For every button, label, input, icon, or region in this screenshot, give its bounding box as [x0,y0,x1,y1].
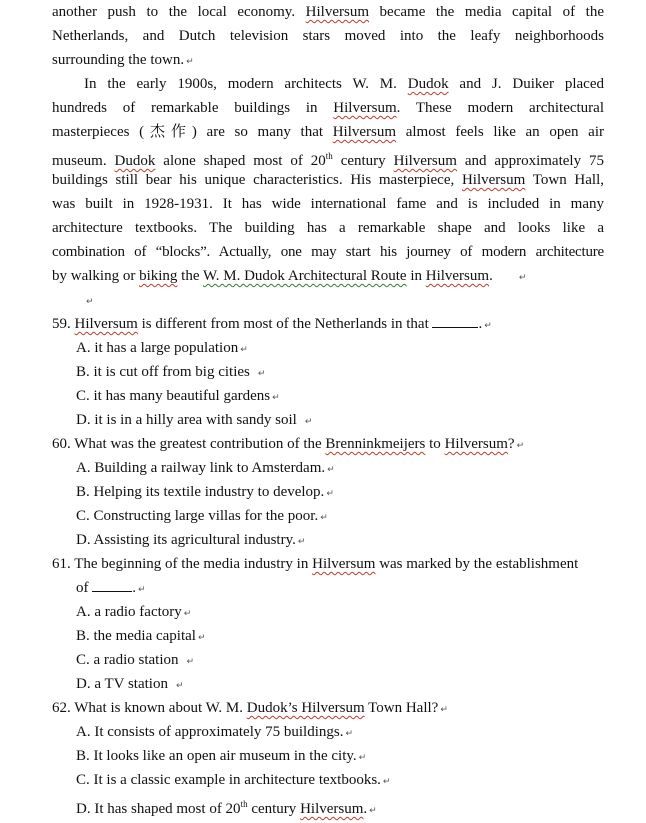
option-60-d: D. Assisting its agricultural industry. ↵ [76,532,306,548]
question-61-continuation: of . ↵ [76,576,604,600]
answer-blank [432,313,478,328]
option-59-a: A. it has a large population ↵ [76,340,248,356]
passage-line: by walking or biking the W. M. Dudok Architectural Route in Hilversum. ↵ [52,268,527,284]
passage-line: surrounding the town. ↵ [52,52,194,68]
option-60-a: A. Building a railway link to Amsterdam. ↵ [76,460,335,476]
passage-line: masterpieces (杰作) are so many that Hilversum almost feels like an open air [52,124,604,140]
passage-line: architecture textbooks. The building has a remarkable shape and looks like a [52,220,604,236]
empty-paragraph: ↵ [86,297,94,307]
option-59-d: D. it is in a hilly area with sandy soil ↵ [76,412,313,428]
passage-line: buildings still bear his unique characteristics. His masterpiece, Hilversum Town Hall, [52,172,604,188]
answer-blank [92,577,132,592]
option-61-a: A. a radio factory ↵ [76,604,192,620]
option-59-c: C. it has many beautiful gardens ↵ [76,388,280,404]
option-62-b: B. It looks like an open air museum in the city. ↵ [76,748,367,764]
option-60-c: C. Constructing large villas for the poor. ↵ [76,508,328,524]
option-62-a: A. It consists of approximately 75 buildings. ↵ [76,724,354,740]
option-61-c: C. a radio station ↵ [76,652,195,668]
passage-line: hundreds of remarkable buildings in Hilversum. These modern architectural [52,100,604,116]
question-59: 59. Hilversum is different from most of the Netherlands in that . ↵ [52,312,604,336]
question-62: 62. What is known about W. M. Dudok’s Hilversum Town Hall? ↵ [52,700,448,716]
question-60: 60. What was the greatest contribution of the Brenninkmeijers to Hilversum? ↵ [52,436,525,452]
passage-line: combination of “blocks”. Actually, one may start his journey of modern architecture [52,244,604,260]
question-61: 61. The beginning of the media industry in Hilversum was marked by the establishment [52,556,579,572]
passage-line: In the early 1900s, modern architects W. M. Dudok and J. Duiker placed [84,76,604,92]
passage-line: Netherlands, and Dutch television stars moved into the leafy neighborhoods [52,28,604,44]
option-61-b: B. the media capital ↵ [76,628,206,644]
option-59-b: B. it is cut off from big cities ↵ [76,364,266,380]
passage-line: museum. Dudok alone shaped most of 20th century Hilversum and approximately 75 [52,151,604,169]
passage-line: another push to the local economy. Hilversum became the media capital of the [52,4,604,20]
option-61-d: D. a TV station ↵ [76,676,184,692]
option-62-d: D. It has shaped most of 20th century Hilversum. ↵ [76,799,377,817]
option-60-b: B. Helping its textile industry to develop. ↵ [76,484,334,500]
passage-line: was built in 1928-1931. It has wide international fame and is included in many [52,196,604,212]
option-62-c: C. It is a classic example in architecture textbooks. ↵ [76,772,391,788]
